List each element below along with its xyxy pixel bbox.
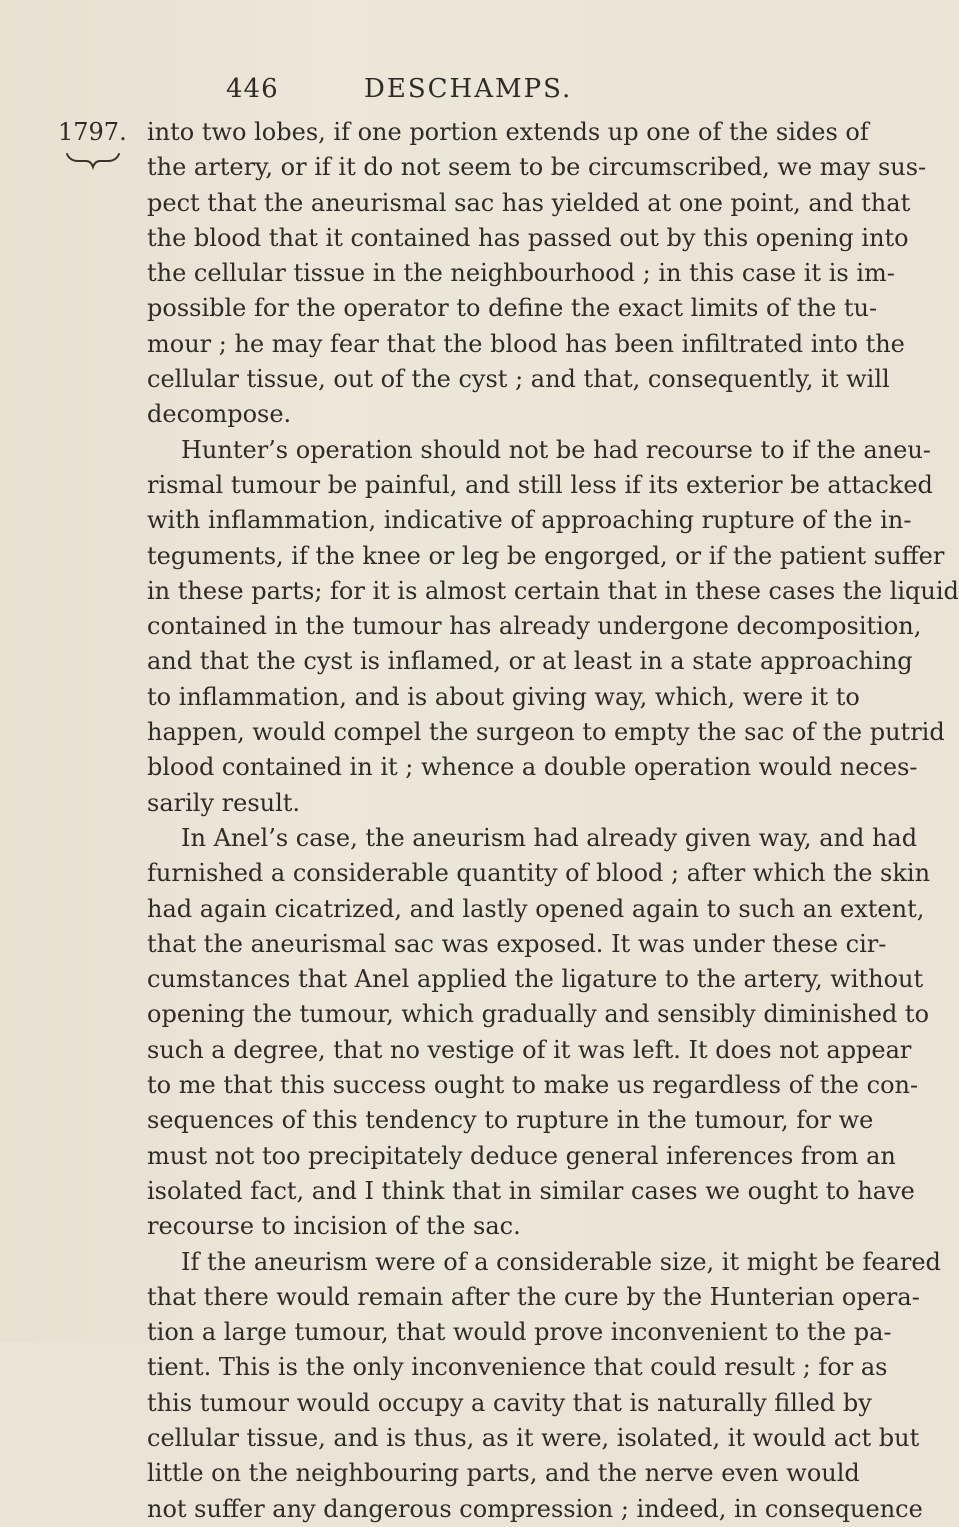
text-line: not suffer any dangerous compression ; indeed, in consequence — [147, 1494, 923, 1523]
text-line: that the aneurismal sac was exposed. It was under these cir- — [147, 929, 887, 958]
text-line: cellular tissue, and is thus, as it were, isolated, it would act but — [147, 1423, 920, 1452]
text-line: isolated fact, and I think that in similar cases we ought to have — [147, 1176, 915, 1205]
text-line: must not too precipitately deduce general inferences from an — [147, 1141, 896, 1170]
text-line: blood contained in it ; whence a double operation would neces- — [147, 753, 918, 782]
text-line: cellular tissue, out of the cyst ; and that, consequently, it will — [147, 365, 890, 394]
text-line: tient. This is the only inconvenience that could result ; for as — [147, 1353, 888, 1382]
text-line: In Anel’s case, the aneurism had already given way, and had — [181, 823, 918, 852]
page-number: 446 — [226, 74, 279, 104]
text-line: recourse to incision of the sac. — [147, 1212, 521, 1241]
text-line: sarily result. — [147, 788, 301, 817]
page-header — [226, 74, 626, 106]
text-line: the blood that it contained has passed out by this opening into — [147, 223, 909, 252]
text-line: decompose. — [147, 400, 292, 429]
margin-year-note: 1797. — [58, 118, 127, 146]
text-line: teguments, if the knee or leg be engorged, or if the patient suffer — [147, 541, 945, 570]
text-line: the artery, or if it do not seem to be circumscribed, we may sus- — [147, 153, 927, 182]
text-line: little on the neighbouring parts, and the nerve even would — [147, 1459, 860, 1488]
text-line: Hunter’s operation should not be had recourse to if the aneu- — [181, 435, 931, 464]
body-text — [147, 115, 959, 1527]
text-line: possible for the operator to define the exact limits of the tu- — [147, 294, 878, 323]
text-line: this tumour would occupy a cavity that is naturally filled by — [147, 1388, 872, 1417]
text-line: pect that the aneurismal sac has yielded at one point, and that — [147, 188, 911, 217]
text-line: cumstances that Anel applied the ligature to the artery, without — [147, 965, 924, 994]
text-line: to inflammation, and is about giving way, which, were it to — [147, 682, 860, 711]
text-line: that there would remain after the cure by the Hunterian opera- — [147, 1282, 920, 1311]
text-line: to me that this success ought to make us regardless of the con- — [147, 1071, 919, 1100]
text-line: tion a large tumour, that would prove inconvenient to the pa- — [147, 1318, 892, 1347]
text-line: opening the tumour, which gradually and sensibly diminished to — [147, 1000, 930, 1029]
margin-brace-icon — [66, 150, 120, 170]
text-line: such a degree, that no vestige of it was left. It does not appear — [147, 1035, 912, 1064]
text-line: happen, would compel the surgeon to empty the sac of the putrid — [147, 718, 945, 747]
text-line: and that the cyst is inflamed, or at least in a state approaching — [147, 647, 913, 676]
text-line: furnished a considerable quantity of blood ; after which the skin — [147, 859, 931, 888]
text-line: with inflammation, indicative of approaching rupture of the in- — [147, 506, 912, 535]
text-line: into two lobes, if one portion extends up one of the sides of — [147, 118, 869, 146]
text-line: sequences of this tendency to rupture in the tumour, for we — [147, 1106, 874, 1135]
text-line: had again cicatrized, and lastly opened again to such an extent, — [147, 894, 925, 923]
text-line: the cellular tissue in the neighbourhood ; in this case it is im- — [147, 259, 895, 288]
text-line: contained in the tumour has already undergone decomposition, — [147, 612, 922, 641]
text-line: rismal tumour be painful, and still less if its exterior be attacked — [147, 470, 933, 499]
text-line: mour ; he may fear that the blood has been infiltrated into the — [147, 329, 905, 358]
text-line: If the aneurism were of a considerable size, it might be feared — [181, 1247, 941, 1276]
running-head: DESCHAMPS. — [364, 74, 573, 104]
text-line: in these parts; for it is almost certain that in these cases the liquid — [147, 576, 959, 605]
